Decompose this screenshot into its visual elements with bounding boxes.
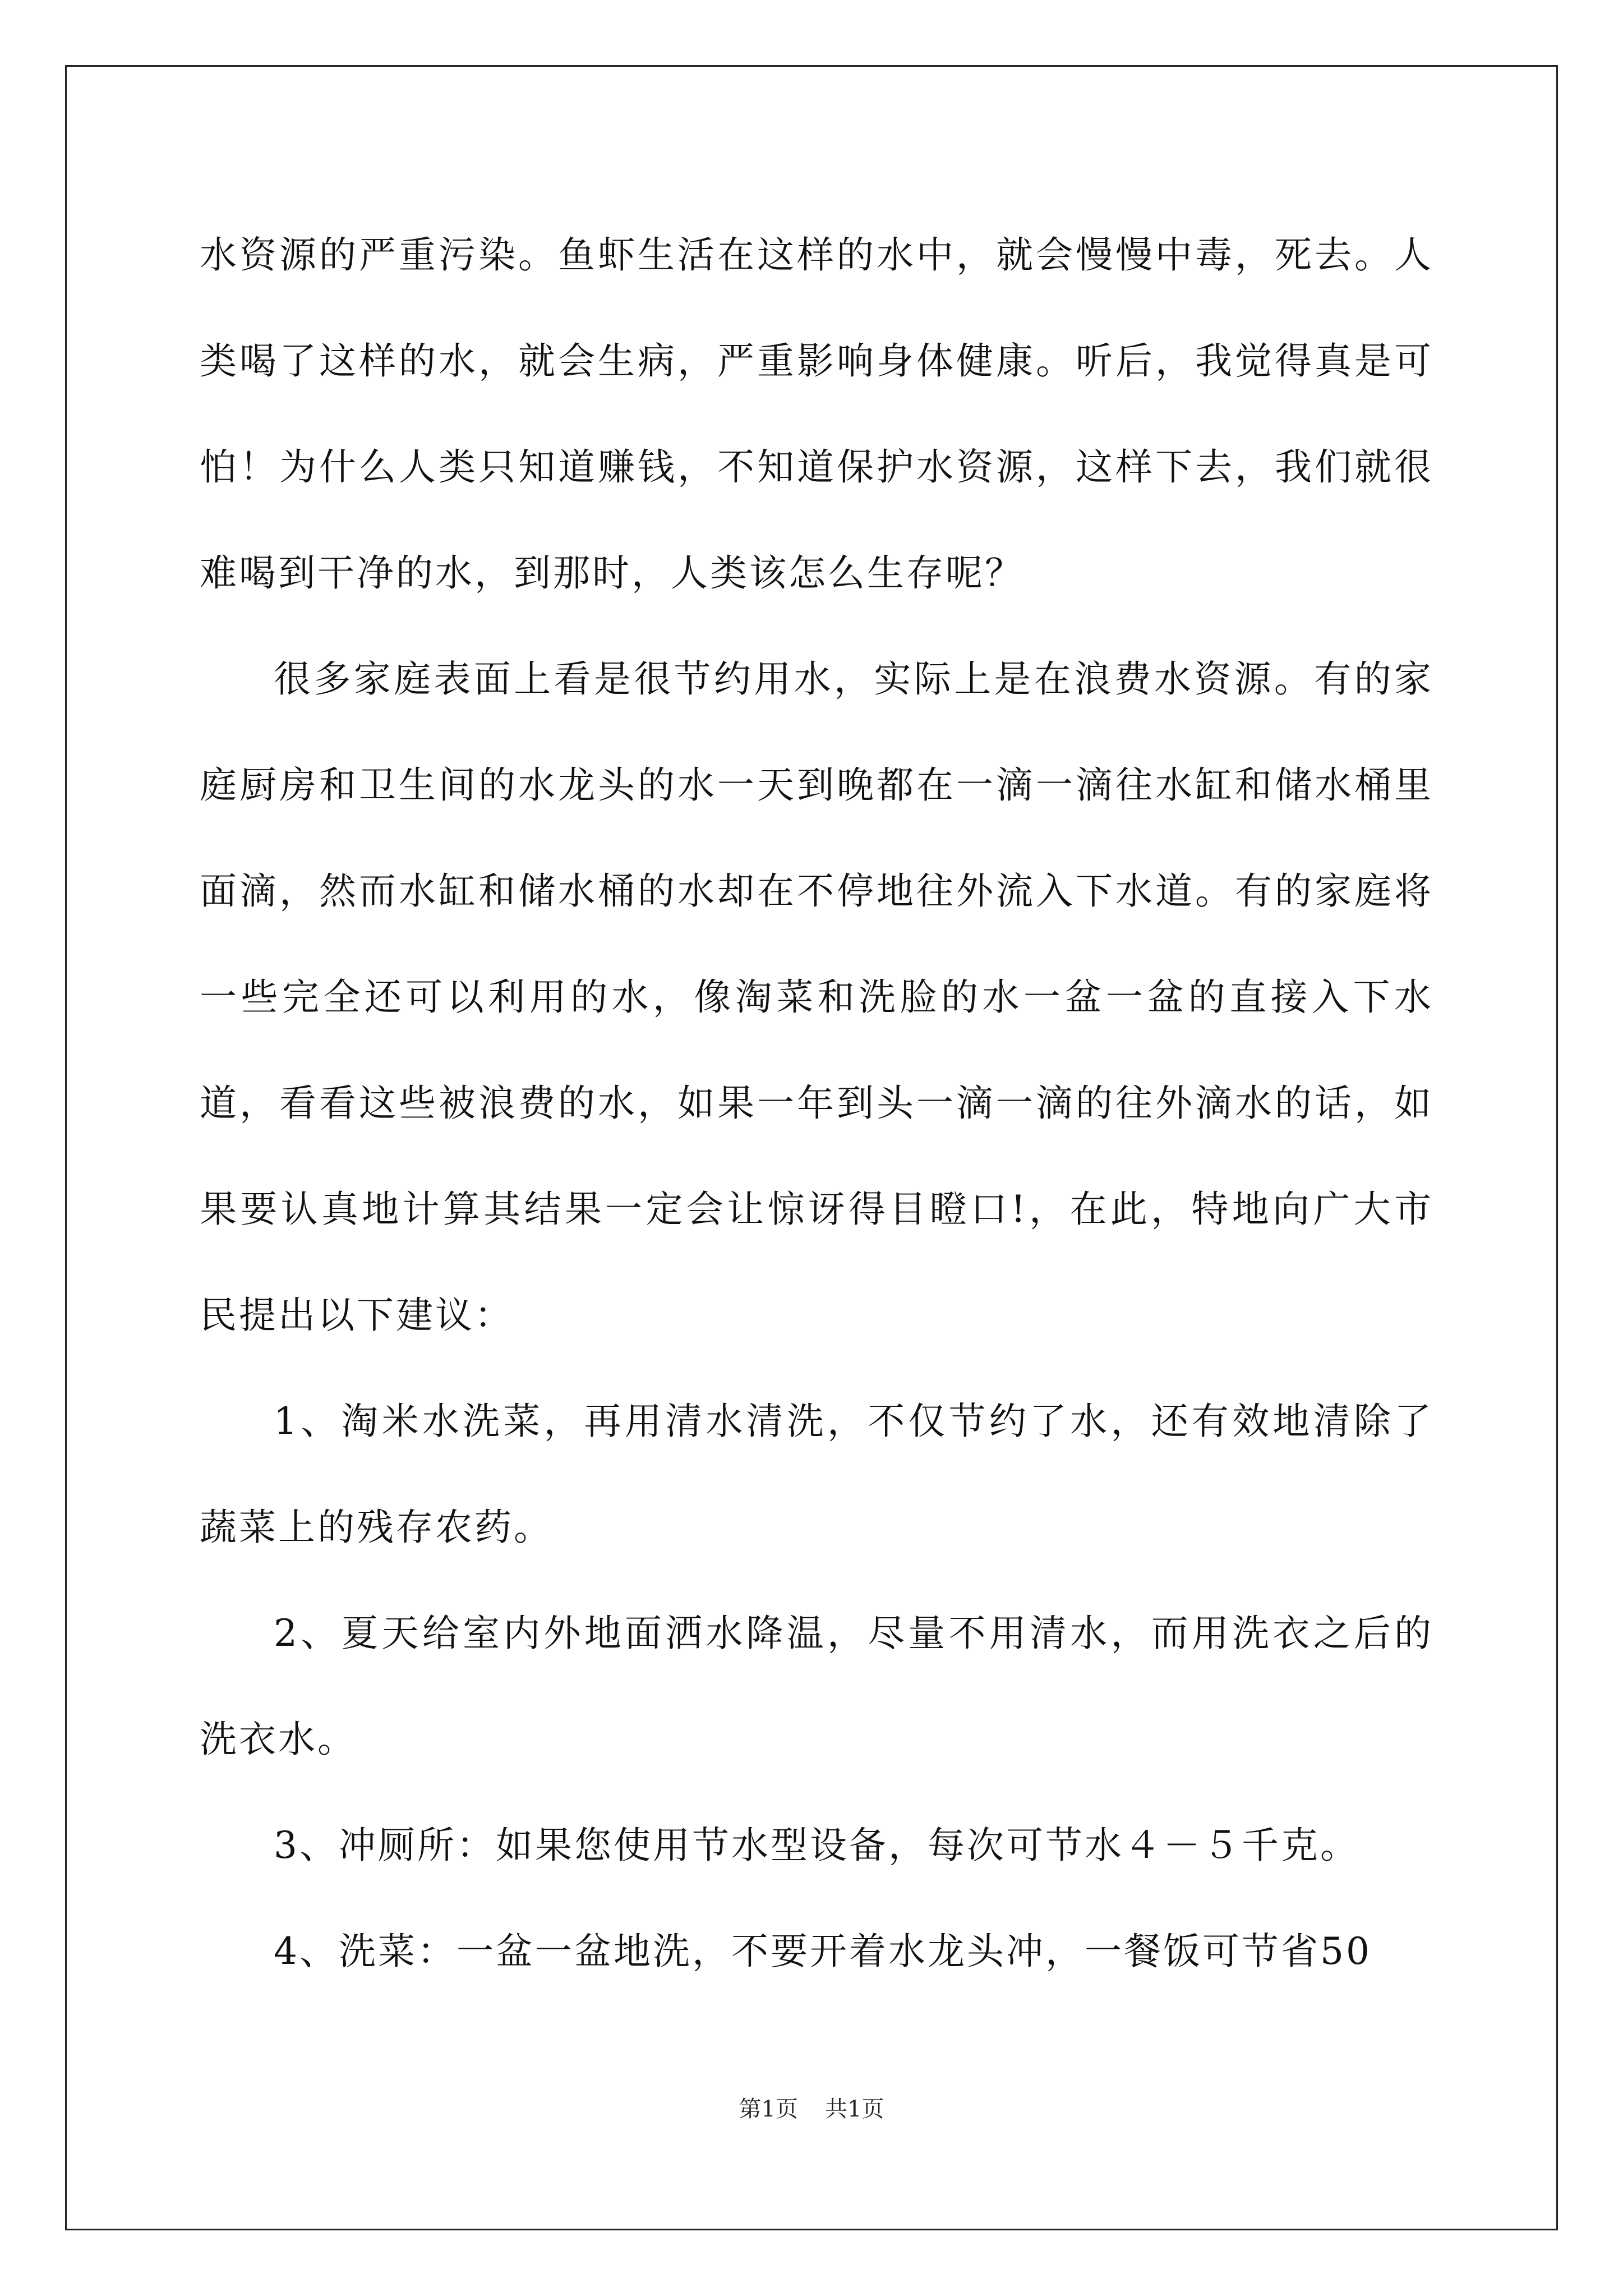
- document-body: [200, 202, 1433, 2004]
- page-footer: [0, 2091, 1623, 2123]
- page-number-current: 第1页: [739, 2096, 798, 2122]
- paragraph: 很多家庭表面上看是很节约用水，实际上是在浪费水资源。有的家庭厨房和卫生间的水龙头的水一天到晚都在一滴一滴往水缸和储水桶里面滴，然而水缸和储水桶的水却在不停地往外流入下水道。有的家庭将一些完全还可以利用的水，像淘菜和洗脸的水一盆一盆的直接入下水道，看看这些被浪费的水，如果一年到头一滴一滴的往外滴水的话，如果要认真地计算其结果一定会让惊讶得目瞪口!，在此，特地向广大市民提出以下建议：: [200, 657, 1433, 1337]
- paragraph: 2、夏天给室内外地面洒水降温，尽量不用清水，而用洗衣之后的洗衣水。: [200, 1612, 1433, 1761]
- page-number-total: 共1页: [825, 2096, 884, 2122]
- paragraph: 1、淘米水洗菜，再用清水清洗，不仅节约了水，还有效地清除了蔬菜上的残存农药。: [200, 1400, 1433, 1549]
- paragraph: 3、冲厕所：如果您使用节水型设备，每次可节水４－５千克。: [274, 1824, 1359, 1867]
- paragraph: 水资源的严重污染。鱼虾生活在这样的水中，就会慢慢中毒，死去。人类喝了这样的水，就会生病，严重影响身体健康。听后，我觉得真是可怕！为什么人类只知道赚钱，不知道保护水资源，这样下去，我们就很难喝到干净的水，到那时，人类该怎么生存呢？: [200, 233, 1433, 595]
- paragraph: 4、洗菜：一盆一盆地洗，不要开着水龙头冲，一餐饭可节省50: [274, 1930, 1372, 1973]
